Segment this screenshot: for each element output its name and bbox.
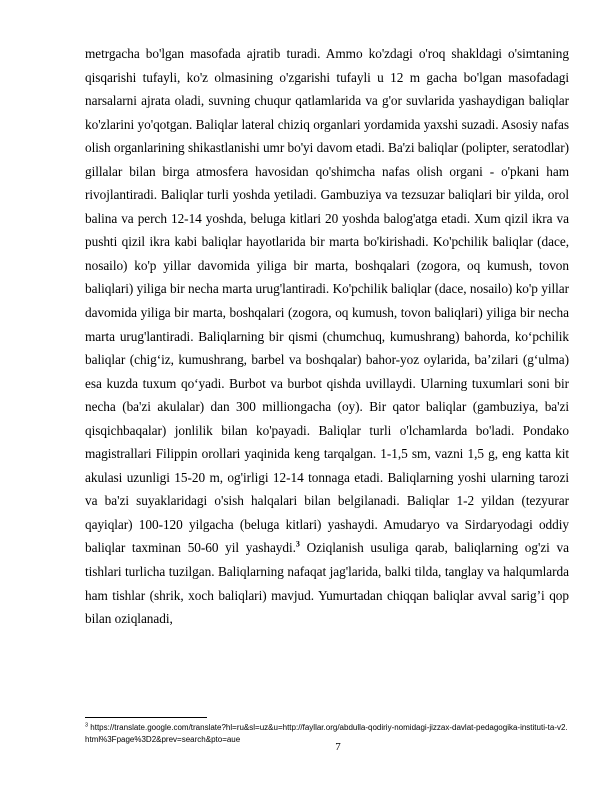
footnote-separator bbox=[85, 717, 207, 718]
paragraph-text-continued: Oziqlanish usuliga qarab, baliqlarning og'zi va tishlari turlicha tuzilgan. Baliqlarning nafaqat jag'larida, balki tilda, tanglay va halqumlarda ham tishlar (shrik, xoch baliqlari) mavjud. Yumurtadan chiqqan baliqlar avval sarig’i qop bilan oziqlanadi, bbox=[85, 540, 569, 627]
paragraph-text: metrgacha bo'lgan masofada ajratib turadi. Ammo ko'zdagi o'roq shakldagi o'simtaning qisqarishi tufayli, ko'z olmasining o'zgarishi tufayli u 12 m gacha bo'lgan masofadagi narsalarni ajrata oladi, suvning chuqur qatlamlarida va g'or suvlarida yashaydigan baliqlar ko'zlarini yo'qotgan. Baliqlar lateral chiziq organlari yordamida yaxshi suzadi. Asosiy nafas olish organlarining shikastlanishi umr bo'yi davom etadi. Ba'zi baliqlar (polipter, seratodlar) gillalar bilan birga atmosfera havosidan qo'shimcha nafas olish organi - o'pkani ham rivojlantiradi. Baliqlar turli yoshda yetiladi. Gambuziya va tezsuzar baliqlari bir yilda, orol balina va perch 12-14 yoshda, beluga kitlari 20 yoshda balog'atga etadi. Xum qizil ikra va pushti qizil ikra kabi baliqlar hayotlarida bir marta bo'kirishadi. Ko'pchilik baliqlar (dace, nosailo) ko'p yillar davomida yiliga bir marta, boshqalari (zogora, oq kumush, tovon baliqlari) yiliga bir necha marta urug'lantiradi. Ko'pchilik baliqlar (dace, nosailo) ko'p yillar davomida yiliga bir marta, boshqalari (zogora, oq kumush, tovon baliqlari) yiliga bir necha marta urug'lantiradi. Baliqlarning bir qismi (chumchuq, kumushrang) bahorda, ko‘pchilik baliqlar (chig‘iz, kumushrang, barbel va boshqalar) bahor-yoz oylarida, baʼzilari (g‘ulma) esa kuzda tuxum qo‘yadi. Burbot va burbot qishda uvillaydi. Ularning tuxumlari soni bir necha (ba'zi akulalar) dan 300 milliongacha (oy). Bir qator baliqlar (gambuziya, ba'zi qisqichbaqalar) jonlilik bilan ko'payadi. Baliqlar turli o'lchamlarda bo'ladi. Pondako magistrallari Filippin orollari yaqinida keng tarqalgan. 1-1,5 sm, vazni 1,5 g, eng katta kit akulasi uzunligi 15-20 m, og'irligi 12-14 tonnaga etadi. Baliqlarning yoshi ularning tarozi va ba'zi suyaklaridagi o'sish halqalari bilan belgilanadi. Baliqlar 1-2 yildan (tezyurar qayiqlar) 100-120 yilgacha (beluga kitlari) yashaydi. Amudaryo va Sirdaryodagi oddiy baliqlar taxminan 50-60 yil yashaydi. bbox=[85, 46, 569, 556]
footnote-link[interactable]: https://translate.google.com/translate?hl=ru&sl=uz&u=http://fayllar.org/abdulla-qodiriy-nomidagi-jizzax-davlat-pedagogika-instituti-ta-v2.html%3Fpage%3D2&prev=search&pto=aue bbox=[85, 723, 568, 744]
footnote-number: 3 bbox=[85, 722, 89, 729]
page-number: 7 bbox=[335, 741, 341, 753]
footnote-reference[interactable]: 3 bbox=[295, 540, 300, 550]
body-paragraph bbox=[85, 42, 569, 631]
document-page bbox=[85, 42, 569, 631]
